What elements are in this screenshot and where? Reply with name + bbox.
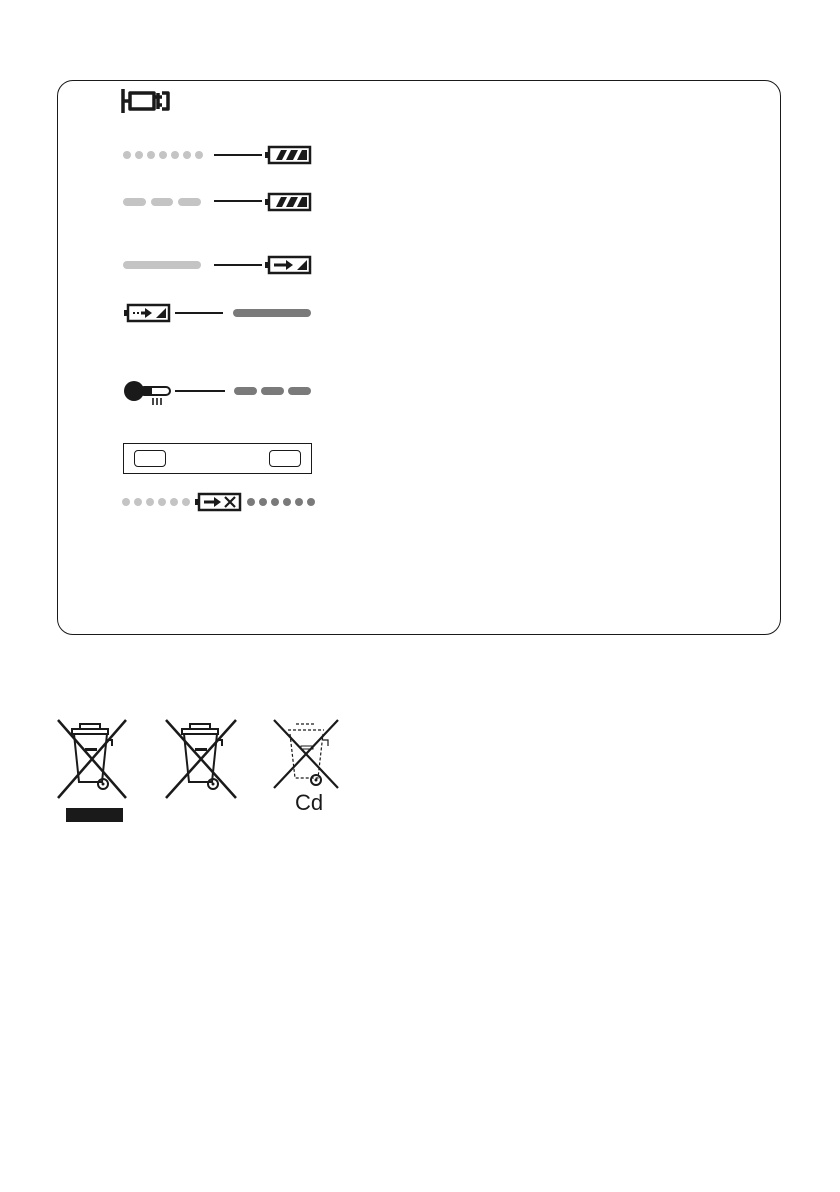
- battery-full-icon: [264, 145, 312, 165]
- crossed-bin-icon: [52, 716, 132, 802]
- battery-charging-arrow-icon: [264, 255, 312, 275]
- connector-line: [214, 264, 262, 266]
- battery-error-icon: [194, 492, 242, 512]
- ac-plug-icon: [120, 87, 172, 115]
- cadmium-label: Cd: [294, 790, 324, 815]
- connector-line: [175, 312, 223, 314]
- connector-line: [214, 154, 262, 156]
- connector-line: [214, 200, 262, 202]
- separation-bar: [66, 808, 123, 822]
- crossed-bin-cd-icon: [268, 716, 348, 790]
- connector-line: [175, 390, 225, 392]
- solid-indicator-light: [123, 261, 201, 269]
- indicator-panel: [57, 80, 781, 635]
- solid-indicator-dark: [233, 309, 311, 317]
- right-display-button[interactable]: [269, 450, 301, 467]
- crossed-bin-icon: [158, 716, 244, 802]
- battery-full-icon: [264, 192, 312, 212]
- left-display-button[interactable]: [134, 450, 166, 467]
- display-panel: [123, 443, 312, 474]
- thermometer-icon: [123, 380, 175, 406]
- battery-charging-dotted-icon: [123, 303, 171, 323]
